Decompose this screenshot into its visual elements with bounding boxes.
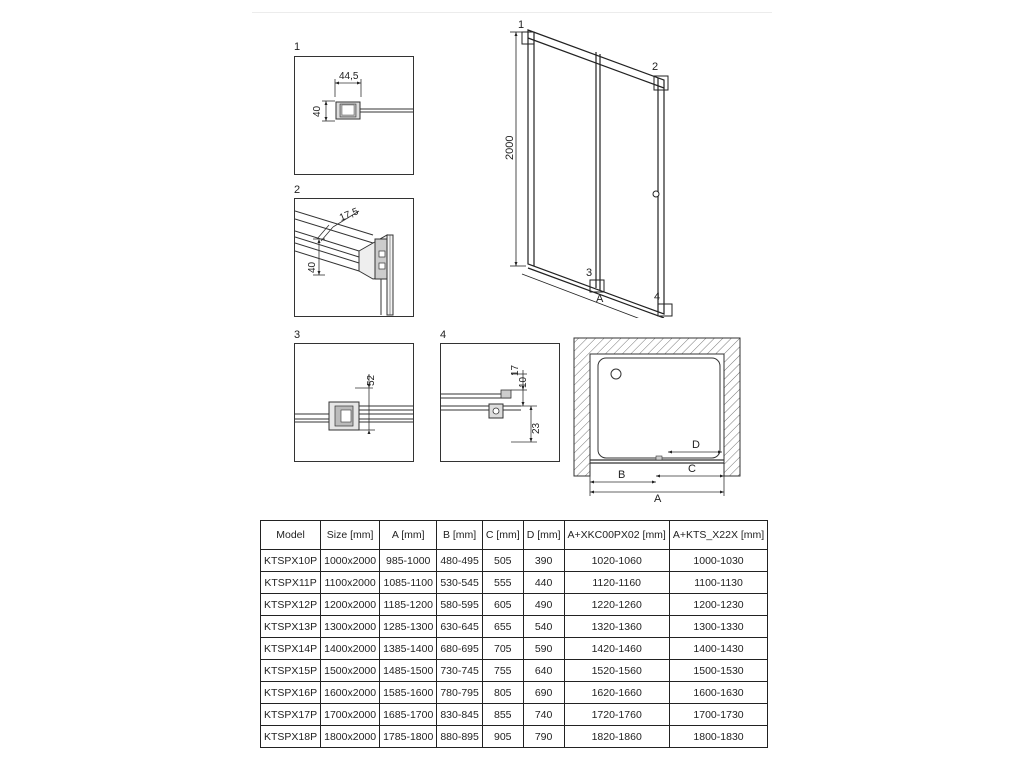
table-cell: 855 — [482, 704, 523, 726]
door-width-label: A — [596, 293, 604, 305]
table-cell: 1100x2000 — [321, 572, 380, 594]
table-cell: 1685-1700 — [380, 704, 437, 726]
table-cell: 640 — [523, 660, 564, 682]
table-cell: 1285-1300 — [380, 616, 437, 638]
detail-3-drawing — [295, 344, 413, 461]
table-cell: 1585-1600 — [380, 682, 437, 704]
table-cell: 605 — [482, 594, 523, 616]
plan-view-drawing — [572, 336, 752, 506]
table-body — [261, 550, 768, 748]
detail-4-drawing — [441, 344, 559, 461]
table-cell: 705 — [482, 638, 523, 660]
table-cell: 1600-1630 — [669, 682, 767, 704]
col-header: Size [mm] — [321, 521, 380, 550]
detail-3-height-dim: 52 — [366, 374, 377, 386]
spec-table — [260, 520, 768, 748]
table-cell: 740 — [523, 704, 564, 726]
table-cell: 1520-1560 — [564, 660, 669, 682]
table-cell: 490 — [523, 594, 564, 616]
table-cell: 1720-1760 — [564, 704, 669, 726]
table-cell: 1500-1530 — [669, 660, 767, 682]
table-cell: 1085-1100 — [380, 572, 437, 594]
table-cell: 1400x2000 — [321, 638, 380, 660]
detail-1-width-dim: 44,5 — [339, 71, 359, 82]
table-cell: 805 — [482, 682, 523, 704]
table-cell: 530-545 — [437, 572, 483, 594]
table-header-row — [261, 521, 768, 550]
table-cell: 1020-1060 — [564, 550, 669, 572]
detail-1-number: 1 — [294, 41, 301, 53]
detail-4-box — [440, 343, 560, 462]
table-row — [261, 638, 768, 660]
detail-2-height-dim: 40 — [307, 261, 318, 273]
table-cell: 1200-1230 — [669, 594, 767, 616]
table-cell: KTSPX17P — [261, 704, 321, 726]
table-cell: 985-1000 — [380, 550, 437, 572]
table-cell: 1485-1500 — [380, 660, 437, 682]
table-cell: 1200x2000 — [321, 594, 380, 616]
table-cell: 1800-1830 — [669, 726, 767, 748]
table-cell: 555 — [482, 572, 523, 594]
col-header: A [mm] — [380, 521, 437, 550]
table-cell: KTSPX13P — [261, 616, 321, 638]
table-row — [261, 704, 768, 726]
table-cell: 1620-1660 — [564, 682, 669, 704]
table-cell: 655 — [482, 616, 523, 638]
table-cell: 790 — [523, 726, 564, 748]
table-cell: 1220-1260 — [564, 594, 669, 616]
detail-4-dim-c: 23 — [531, 422, 542, 434]
table-cell: 480-495 — [437, 550, 483, 572]
table-cell: 505 — [482, 550, 523, 572]
table-cell: 1700x2000 — [321, 704, 380, 726]
table-cell: 1185-1200 — [380, 594, 437, 616]
col-header: A+KTS_X22X [mm] — [669, 521, 767, 550]
table-cell: 1800x2000 — [321, 726, 380, 748]
door-main-drawing — [496, 18, 696, 318]
table-cell: 755 — [482, 660, 523, 682]
detail-2-depth-dim: 17,5 — [338, 206, 361, 224]
table-cell: 1420-1460 — [564, 638, 669, 660]
table-row — [261, 572, 768, 594]
callout-1: 1 — [518, 19, 525, 31]
detail-2-drawing — [295, 199, 413, 316]
detail-1-box — [294, 56, 414, 175]
table-cell: KTSPX12P — [261, 594, 321, 616]
col-header: B [mm] — [437, 521, 483, 550]
table-cell: 1400-1430 — [669, 638, 767, 660]
table-cell: 1500x2000 — [321, 660, 380, 682]
table-cell: 690 — [523, 682, 564, 704]
table-cell: 390 — [523, 550, 564, 572]
table-row — [261, 550, 768, 572]
table-row — [261, 726, 768, 748]
callout-2: 2 — [652, 61, 659, 73]
table-cell: 440 — [523, 572, 564, 594]
plan-label-c: C — [688, 463, 696, 475]
top-divider — [252, 12, 772, 13]
table-cell: 680-695 — [437, 638, 483, 660]
callout-4: 4 — [654, 291, 661, 303]
table-cell: 1785-1800 — [380, 726, 437, 748]
table-cell: 1100-1130 — [669, 572, 767, 594]
table-cell: KTSPX14P — [261, 638, 321, 660]
table-cell: 1600x2000 — [321, 682, 380, 704]
table-cell: 905 — [482, 726, 523, 748]
table-cell: KTSPX10P — [261, 550, 321, 572]
door-height-label: 2000 — [504, 135, 516, 160]
table-cell: KTSPX18P — [261, 726, 321, 748]
table-cell: 590 — [523, 638, 564, 660]
table-cell: 730-745 — [437, 660, 483, 682]
detail-1-height-dim: 40 — [312, 105, 323, 117]
col-header: D [mm] — [523, 521, 564, 550]
table-cell: 1000x2000 — [321, 550, 380, 572]
table-cell: 1820-1860 — [564, 726, 669, 748]
table-row — [261, 660, 768, 682]
table-cell: 630-645 — [437, 616, 483, 638]
table-cell: KTSPX11P — [261, 572, 321, 594]
table-row — [261, 682, 768, 704]
detail-4-dim-a: 17 — [510, 364, 521, 376]
table-cell: 1300x2000 — [321, 616, 380, 638]
table-cell: 780-795 — [437, 682, 483, 704]
detail-1-drawing — [295, 57, 413, 174]
table-cell: 1700-1730 — [669, 704, 767, 726]
col-header: Model — [261, 521, 321, 550]
detail-4-dim-b: 10 — [518, 376, 529, 388]
table-cell: 880-895 — [437, 726, 483, 748]
callout-3: 3 — [586, 267, 593, 279]
table-row — [261, 616, 768, 638]
detail-2-box — [294, 198, 414, 317]
table-cell: KTSPX15P — [261, 660, 321, 682]
table-cell: 580-595 — [437, 594, 483, 616]
table-cell: 1320-1360 — [564, 616, 669, 638]
detail-2-number: 2 — [294, 184, 301, 196]
table-cell: 1000-1030 — [669, 550, 767, 572]
table-cell: 1120-1160 — [564, 572, 669, 594]
plan-label-b: B — [618, 469, 626, 481]
table-cell: 540 — [523, 616, 564, 638]
detail-3-box — [294, 343, 414, 462]
col-header: A+XKC00PX02 [mm] — [564, 521, 669, 550]
plan-label-a: A — [654, 493, 662, 505]
table-cell: 1300-1330 — [669, 616, 767, 638]
table-row — [261, 594, 768, 616]
detail-4-number: 4 — [440, 329, 447, 341]
table-cell: 830-845 — [437, 704, 483, 726]
col-header: C [mm] — [482, 521, 523, 550]
table-cell: KTSPX16P — [261, 682, 321, 704]
detail-3-number: 3 — [294, 329, 301, 341]
table-cell: 1385-1400 — [380, 638, 437, 660]
plan-label-d: D — [692, 439, 700, 451]
